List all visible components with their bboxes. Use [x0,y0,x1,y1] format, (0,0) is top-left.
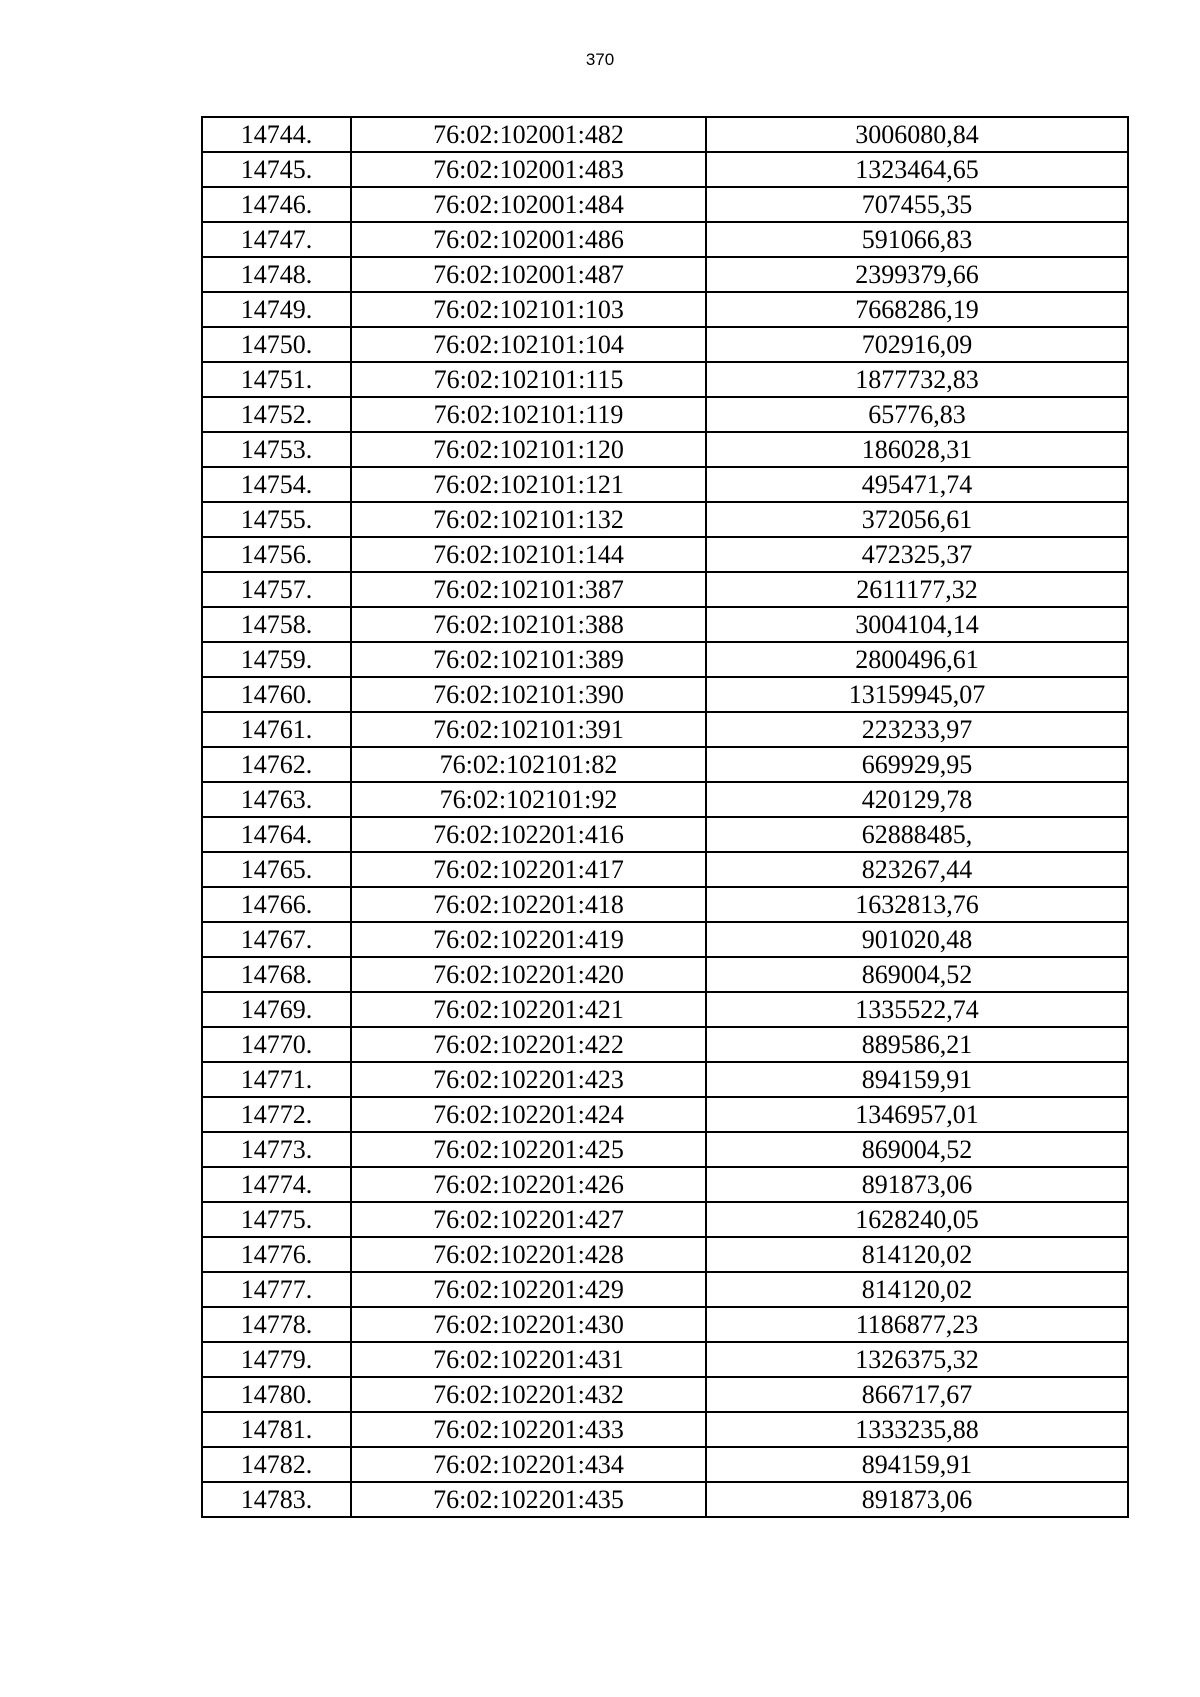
cadastral-value-cell: 65776,83 [706,397,1128,432]
cadastral-value-cell: 894159,91 [706,1062,1128,1097]
cadastral-value-cell: 186028,31 [706,432,1128,467]
cadastral-number-cell: 76:02:102201:433 [351,1412,706,1447]
row-number-cell: 14774. [202,1167,351,1202]
table-row [202,292,1128,327]
cadastral-number-cell: 76:02:102101:132 [351,502,706,537]
table-row [202,397,1128,432]
cadastral-value-cell: 62888485, [706,817,1128,852]
cadastral-number-cell: 76:02:102101:389 [351,642,706,677]
cadastral-number-cell: 76:02:102201:426 [351,1167,706,1202]
cadastral-number-cell: 76:02:102101:121 [351,467,706,502]
cadastral-value-table [201,116,1129,1518]
cadastral-value-cell: 13159945,07 [706,677,1128,712]
table-row [202,327,1128,362]
row-number-cell: 14759. [202,642,351,677]
cadastral-value-cell: 702916,09 [706,327,1128,362]
row-number-cell: 14754. [202,467,351,502]
row-number-cell: 14747. [202,222,351,257]
cadastral-value-cell: 1326375,32 [706,1342,1128,1377]
row-number-cell: 14760. [202,677,351,712]
row-number-cell: 14768. [202,957,351,992]
cadastral-value-cell: 866717,67 [706,1377,1128,1412]
row-number-cell: 14769. [202,992,351,1027]
cadastral-value-cell: 894159,91 [706,1447,1128,1482]
table-row [202,957,1128,992]
table-row [202,1132,1128,1167]
row-number-cell: 14770. [202,1027,351,1062]
cadastral-value-cell: 420129,78 [706,782,1128,817]
row-number-cell: 14752. [202,397,351,432]
cadastral-value-cell: 1346957,01 [706,1097,1128,1132]
cadastral-value-cell: 869004,52 [706,957,1128,992]
cadastral-value-cell: 2800496,61 [706,642,1128,677]
cadastral-value-cell: 869004,52 [706,1132,1128,1167]
cadastral-number-cell: 76:02:102201:418 [351,887,706,922]
table-row [202,677,1128,712]
cadastral-value-cell: 1632813,76 [706,887,1128,922]
table-row [202,1447,1128,1482]
row-number-cell: 14745. [202,152,351,187]
cadastral-number-cell: 76:02:102101:387 [351,572,706,607]
cadastral-number-cell: 76:02:102001:487 [351,257,706,292]
cadastral-number-cell: 76:02:102201:427 [351,1202,706,1237]
cadastral-value-cell: 901020,48 [706,922,1128,957]
table-row [202,642,1128,677]
page-number: 370 [585,50,615,69]
row-number-cell: 14781. [202,1412,351,1447]
cadastral-number-cell: 76:02:102001:482 [351,117,706,152]
row-number-cell: 14776. [202,1237,351,1272]
table-row [202,362,1128,397]
cadastral-number-cell: 76:02:102101:119 [351,397,706,432]
row-number-cell: 14755. [202,502,351,537]
row-number-cell: 14750. [202,327,351,362]
cadastral-number-cell: 76:02:102201:435 [351,1482,706,1517]
cadastral-value-cell: 372056,61 [706,502,1128,537]
row-number-cell: 14762. [202,747,351,782]
row-number-cell: 14751. [202,362,351,397]
row-number-cell: 14746. [202,187,351,222]
table-row [202,712,1128,747]
cadastral-number-cell: 76:02:102201:425 [351,1132,706,1167]
row-number-cell: 14749. [202,292,351,327]
row-number-cell: 14773. [202,1132,351,1167]
row-number-cell: 14758. [202,607,351,642]
cadastral-number-cell: 76:02:102101:120 [351,432,706,467]
table-row [202,117,1128,152]
table-row [202,187,1128,222]
table-row [202,572,1128,607]
row-number-cell: 14761. [202,712,351,747]
table-row [202,1167,1128,1202]
row-number-cell: 14766. [202,887,351,922]
table-row [202,1377,1128,1412]
table-row [202,152,1128,187]
cadastral-number-cell: 76:02:102201:429 [351,1272,706,1307]
cadastral-number-cell: 76:02:102201:431 [351,1342,706,1377]
table-row [202,922,1128,957]
row-number-cell: 14772. [202,1097,351,1132]
cadastral-value-cell: 1323464,65 [706,152,1128,187]
row-number-cell: 14765. [202,852,351,887]
row-number-cell: 14782. [202,1447,351,1482]
cadastral-number-cell: 76:02:102201:422 [351,1027,706,1062]
table-row [202,1272,1128,1307]
row-number-cell: 14771. [202,1062,351,1097]
table-row [202,502,1128,537]
cadastral-value-cell: 669929,95 [706,747,1128,782]
table-row [202,1202,1128,1237]
row-number-cell: 14779. [202,1342,351,1377]
cadastral-number-cell: 76:02:102201:434 [351,1447,706,1482]
cadastral-value-cell: 891873,06 [706,1167,1128,1202]
cadastral-value-cell: 1186877,23 [706,1307,1128,1342]
cadastral-value-cell: 472325,37 [706,537,1128,572]
cadastral-value-cell: 7668286,19 [706,292,1128,327]
cadastral-number-cell: 76:02:102001:486 [351,222,706,257]
cadastral-number-cell: 76:02:102201:424 [351,1097,706,1132]
cadastral-value-cell: 707455,35 [706,187,1128,222]
cadastral-value-cell: 3006080,84 [706,117,1128,152]
row-number-cell: 14775. [202,1202,351,1237]
cadastral-number-cell: 76:02:102101:82 [351,747,706,782]
cadastral-number-cell: 76:02:102201:430 [351,1307,706,1342]
cadastral-number-cell: 76:02:102101:103 [351,292,706,327]
cadastral-number-cell: 76:02:102201:421 [351,992,706,1027]
row-number-cell: 14783. [202,1482,351,1517]
cadastral-number-cell: 76:02:102201:419 [351,922,706,957]
cadastral-number-cell: 76:02:102201:416 [351,817,706,852]
table-row [202,1342,1128,1377]
table-row [202,1307,1128,1342]
table-row [202,887,1128,922]
cadastral-number-cell: 76:02:102101:115 [351,362,706,397]
table-row [202,852,1128,887]
cadastral-number-cell: 76:02:102201:428 [351,1237,706,1272]
table-row [202,1237,1128,1272]
cadastral-value-cell: 891873,06 [706,1482,1128,1517]
row-number-cell: 14780. [202,1377,351,1412]
table-row [202,607,1128,642]
table-row [202,1062,1128,1097]
table-body [202,117,1128,1517]
row-number-cell: 14744. [202,117,351,152]
table-row [202,432,1128,467]
cadastral-number-cell: 76:02:102201:420 [351,957,706,992]
table-row [202,747,1128,782]
row-number-cell: 14763. [202,782,351,817]
table-row [202,467,1128,502]
cadastral-value-cell: 1335522,74 [706,992,1128,1027]
table-row [202,222,1128,257]
cadastral-value-cell: 2611177,32 [706,572,1128,607]
cadastral-number-cell: 76:02:102201:417 [351,852,706,887]
table-row [202,992,1128,1027]
row-number-cell: 14753. [202,432,351,467]
cadastral-number-cell: 76:02:102001:484 [351,187,706,222]
cadastral-value-cell: 1628240,05 [706,1202,1128,1237]
table-row [202,817,1128,852]
row-number-cell: 14777. [202,1272,351,1307]
cadastral-value-cell: 889586,21 [706,1027,1128,1062]
cadastral-number-cell: 76:02:102101:104 [351,327,706,362]
cadastral-value-cell: 823267,44 [706,852,1128,887]
cadastral-value-cell: 814120,02 [706,1237,1128,1272]
cadastral-number-cell: 76:02:102101:92 [351,782,706,817]
cadastral-value-cell: 495471,74 [706,467,1128,502]
cadastral-value-cell: 1333235,88 [706,1412,1128,1447]
row-number-cell: 14757. [202,572,351,607]
cadastral-value-cell: 223233,97 [706,712,1128,747]
table-row [202,1412,1128,1447]
cadastral-number-cell: 76:02:102101:390 [351,677,706,712]
cadastral-value-cell: 591066,83 [706,222,1128,257]
cadastral-number-cell: 76:02:102101:388 [351,607,706,642]
cadastral-number-cell: 76:02:102201:432 [351,1377,706,1412]
table-row [202,1027,1128,1062]
table-row [202,1482,1128,1517]
cadastral-value-cell: 814120,02 [706,1272,1128,1307]
cadastral-number-cell: 76:02:102101:144 [351,537,706,572]
table-row [202,257,1128,292]
cadastral-value-cell: 1877732,83 [706,362,1128,397]
cadastral-number-cell: 76:02:102101:391 [351,712,706,747]
table-row [202,537,1128,572]
row-number-cell: 14778. [202,1307,351,1342]
row-number-cell: 14764. [202,817,351,852]
cadastral-value-cell: 3004104,14 [706,607,1128,642]
cadastral-number-cell: 76:02:102001:483 [351,152,706,187]
cadastral-number-cell: 76:02:102201:423 [351,1062,706,1097]
table-row [202,1097,1128,1132]
cadastral-value-cell: 2399379,66 [706,257,1128,292]
table-row [202,782,1128,817]
row-number-cell: 14748. [202,257,351,292]
row-number-cell: 14756. [202,537,351,572]
row-number-cell: 14767. [202,922,351,957]
